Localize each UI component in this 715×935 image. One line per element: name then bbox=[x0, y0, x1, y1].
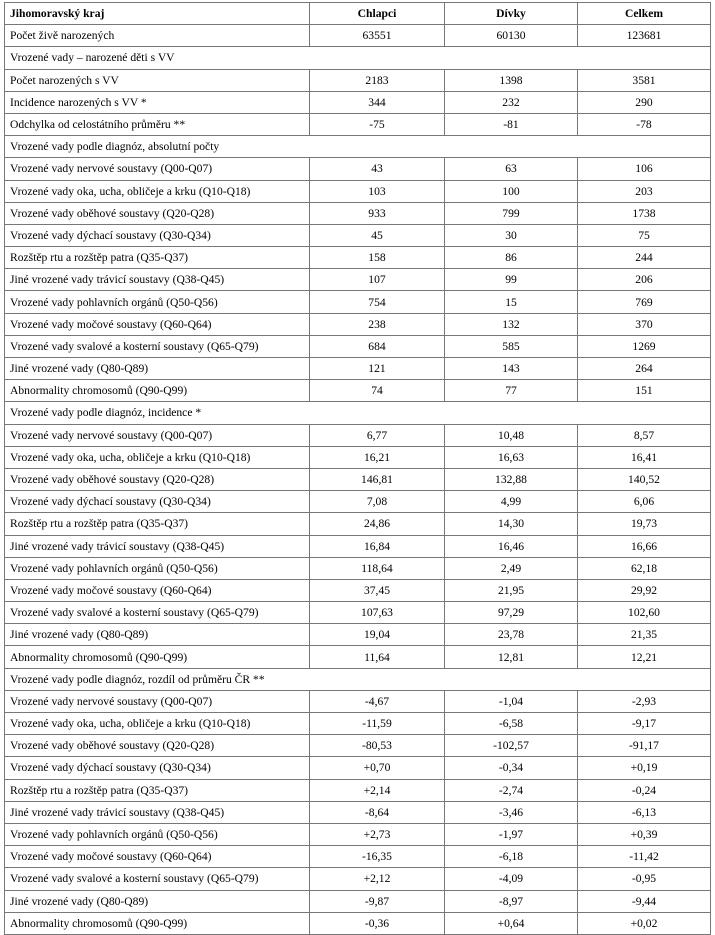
row-label: Vrozené vady močové soustavy (Q60-Q64) bbox=[5, 313, 310, 335]
section-heading: Vrozené vady podle diagnóz, rozdíl od průměru ČR ** bbox=[5, 668, 711, 690]
table-row bbox=[5, 757, 711, 779]
table-row bbox=[5, 557, 711, 579]
row-label: Abnormality chromosomů (Q90-Q99) bbox=[5, 646, 310, 668]
row-label: Vrozené vady oka, ucha, obličeje a krku (Q10-Q18) bbox=[5, 180, 310, 202]
section-heading: Vrozené vady podle diagnóz, incidence * bbox=[5, 402, 711, 424]
cell-total: 19,73 bbox=[578, 513, 711, 535]
cell-total: 244 bbox=[578, 247, 711, 269]
table-row bbox=[5, 468, 711, 490]
table-row bbox=[5, 313, 711, 335]
row-label: Vrozené vady dýchací soustavy (Q30-Q34) bbox=[5, 491, 310, 513]
table-row bbox=[5, 91, 711, 113]
table-row bbox=[5, 624, 711, 646]
row-label: Počet narozených s VV bbox=[5, 69, 310, 91]
row-label: Jiné vrozené vady trávicí soustavy (Q38-Q45) bbox=[5, 269, 310, 291]
cell-boys: 344 bbox=[310, 91, 445, 113]
cell-girls: -0,34 bbox=[445, 757, 578, 779]
table-row bbox=[5, 823, 711, 845]
cell-total: -91,17 bbox=[578, 735, 711, 757]
cell-boys: 107 bbox=[310, 269, 445, 291]
row-label: Vrozené vady oběhové soustavy (Q20-Q28) bbox=[5, 202, 310, 224]
cell-total: 1269 bbox=[578, 335, 711, 357]
cell-girls: 30 bbox=[445, 224, 578, 246]
cell-total: 16,66 bbox=[578, 535, 711, 557]
cell-girls: 2,49 bbox=[445, 557, 578, 579]
table-row bbox=[5, 69, 711, 91]
cell-total: -0,95 bbox=[578, 868, 711, 890]
header-region: Jihomoravský kraj bbox=[5, 3, 310, 25]
cell-girls: 14,30 bbox=[445, 513, 578, 535]
table-row bbox=[5, 180, 711, 202]
cell-girls: 86 bbox=[445, 247, 578, 269]
row-label: Odchylka od celostátního průměru ** bbox=[5, 113, 310, 135]
cell-boys: 37,45 bbox=[310, 579, 445, 601]
cell-boys: -8,64 bbox=[310, 801, 445, 823]
cell-girls: 97,29 bbox=[445, 602, 578, 624]
cell-total: 8,57 bbox=[578, 424, 711, 446]
table-row bbox=[5, 602, 711, 624]
cell-boys: +2,14 bbox=[310, 779, 445, 801]
row-label: Jiné vrozené vady trávicí soustavy (Q38-Q45) bbox=[5, 535, 310, 557]
cell-boys: 19,04 bbox=[310, 624, 445, 646]
cell-total: 6,06 bbox=[578, 491, 711, 513]
cell-total: -78 bbox=[578, 113, 711, 135]
cell-boys: 118,64 bbox=[310, 557, 445, 579]
cell-total: 290 bbox=[578, 91, 711, 113]
row-label: Rozštěp rtu a rozštěp patra (Q35-Q37) bbox=[5, 779, 310, 801]
cell-girls: 4,99 bbox=[445, 491, 578, 513]
row-label: Vrozené vady dýchací soustavy (Q30-Q34) bbox=[5, 757, 310, 779]
cell-boys: 43 bbox=[310, 158, 445, 180]
table-row bbox=[5, 646, 711, 668]
cell-total: 106 bbox=[578, 158, 711, 180]
cell-boys: -16,35 bbox=[310, 846, 445, 868]
table-container bbox=[4, 2, 711, 935]
cell-total: 62,18 bbox=[578, 557, 711, 579]
table-row bbox=[5, 779, 711, 801]
table-row bbox=[5, 424, 711, 446]
cell-girls: -1,97 bbox=[445, 823, 578, 845]
cell-girls: 232 bbox=[445, 91, 578, 113]
table-row bbox=[5, 513, 711, 535]
cell-total: +0,02 bbox=[578, 912, 711, 934]
cell-boys: -9,87 bbox=[310, 890, 445, 912]
row-label: Jiné vrozené vady (Q80-Q89) bbox=[5, 890, 310, 912]
row-label: Rozštěp rtu a rozštěp patra (Q35-Q37) bbox=[5, 513, 310, 535]
table-row bbox=[5, 446, 711, 468]
row-label: Vrozené vady svalové a kosterní soustavy (Q65-Q79) bbox=[5, 335, 310, 357]
cell-total: -11,42 bbox=[578, 846, 711, 868]
cell-boys: 121 bbox=[310, 358, 445, 380]
row-label: Vrozené vady oka, ucha, obličeje a krku (Q10-Q18) bbox=[5, 446, 310, 468]
table-row bbox=[5, 158, 711, 180]
cell-total: 29,92 bbox=[578, 579, 711, 601]
row-label: Vrozené vady nervové soustavy (Q00-Q07) bbox=[5, 158, 310, 180]
cell-girls: 585 bbox=[445, 335, 578, 357]
cell-total: -0,24 bbox=[578, 779, 711, 801]
table-row bbox=[5, 890, 711, 912]
cell-girls: 77 bbox=[445, 380, 578, 402]
cell-total: 140,52 bbox=[578, 468, 711, 490]
cell-boys: 16,21 bbox=[310, 446, 445, 468]
cell-girls: 63 bbox=[445, 158, 578, 180]
cell-girls: -6,18 bbox=[445, 846, 578, 868]
cell-boys: 754 bbox=[310, 291, 445, 313]
table-section-row bbox=[5, 668, 711, 690]
table-row bbox=[5, 25, 711, 47]
cell-total: 203 bbox=[578, 180, 711, 202]
table-row bbox=[5, 202, 711, 224]
cell-total: 16,41 bbox=[578, 446, 711, 468]
cell-boys: -11,59 bbox=[310, 713, 445, 735]
table-row bbox=[5, 247, 711, 269]
cell-boys: +2,73 bbox=[310, 823, 445, 845]
cell-girls: 143 bbox=[445, 358, 578, 380]
cell-total: 123681 bbox=[578, 25, 711, 47]
cell-girls: 12,81 bbox=[445, 646, 578, 668]
cell-girls: 99 bbox=[445, 269, 578, 291]
cell-total: 151 bbox=[578, 380, 711, 402]
cell-total: +0,39 bbox=[578, 823, 711, 845]
table-row bbox=[5, 113, 711, 135]
cell-boys: -75 bbox=[310, 113, 445, 135]
cell-boys: 16,84 bbox=[310, 535, 445, 557]
cell-girls: 1398 bbox=[445, 69, 578, 91]
row-label: Vrozené vady svalové a kosterní soustavy (Q65-Q79) bbox=[5, 602, 310, 624]
row-label: Vrozené vady nervové soustavy (Q00-Q07) bbox=[5, 690, 310, 712]
table-row bbox=[5, 291, 711, 313]
cell-girls: +0,64 bbox=[445, 912, 578, 934]
row-label: Vrozené vady oběhové soustavy (Q20-Q28) bbox=[5, 468, 310, 490]
cell-total: 1738 bbox=[578, 202, 711, 224]
cell-total: 264 bbox=[578, 358, 711, 380]
cell-boys: 238 bbox=[310, 313, 445, 335]
row-label: Vrozené vady dýchací soustavy (Q30-Q34) bbox=[5, 224, 310, 246]
cell-girls: 16,63 bbox=[445, 446, 578, 468]
cell-girls: -3,46 bbox=[445, 801, 578, 823]
table-section-row bbox=[5, 402, 711, 424]
table-row bbox=[5, 846, 711, 868]
cell-girls: 100 bbox=[445, 180, 578, 202]
cell-girls: -8,97 bbox=[445, 890, 578, 912]
cell-girls: -102,57 bbox=[445, 735, 578, 757]
row-label: Jiné vrozené vady (Q80-Q89) bbox=[5, 358, 310, 380]
cell-girls: -4,09 bbox=[445, 868, 578, 890]
cell-girls: -1,04 bbox=[445, 690, 578, 712]
cell-total: -6,13 bbox=[578, 801, 711, 823]
row-label: Vrozené vady pohlavních orgánů (Q50-Q56) bbox=[5, 291, 310, 313]
cell-total: 12,21 bbox=[578, 646, 711, 668]
table-section-row bbox=[5, 136, 711, 158]
cell-boys: 7,08 bbox=[310, 491, 445, 513]
table-row bbox=[5, 269, 711, 291]
cell-girls: 799 bbox=[445, 202, 578, 224]
table-row bbox=[5, 358, 711, 380]
cell-boys: 45 bbox=[310, 224, 445, 246]
row-label: Vrozené vady močové soustavy (Q60-Q64) bbox=[5, 579, 310, 601]
header-girls: Dívky bbox=[445, 3, 578, 25]
cell-boys: +2,12 bbox=[310, 868, 445, 890]
cell-total: -2,93 bbox=[578, 690, 711, 712]
cell-girls: 10,48 bbox=[445, 424, 578, 446]
cell-boys: -0,36 bbox=[310, 912, 445, 934]
cell-total: 370 bbox=[578, 313, 711, 335]
row-label: Vrozené vady oběhové soustavy (Q20-Q28) bbox=[5, 735, 310, 757]
table-row bbox=[5, 713, 711, 735]
cell-boys: 11,64 bbox=[310, 646, 445, 668]
table-row bbox=[5, 224, 711, 246]
cell-boys: 103 bbox=[310, 180, 445, 202]
row-label: Rozštěp rtu a rozštěp patra (Q35-Q37) bbox=[5, 247, 310, 269]
cell-boys: 107,63 bbox=[310, 602, 445, 624]
row-label: Vrozené vady oka, ucha, obličeje a krku (Q10-Q18) bbox=[5, 713, 310, 735]
cell-girls: 132,88 bbox=[445, 468, 578, 490]
table-row bbox=[5, 380, 711, 402]
cell-boys: 74 bbox=[310, 380, 445, 402]
cell-girls: -6,58 bbox=[445, 713, 578, 735]
table-row bbox=[5, 491, 711, 513]
cell-boys: 6,77 bbox=[310, 424, 445, 446]
row-label: Jiné vrozené vady trávicí soustavy (Q38-Q45) bbox=[5, 801, 310, 823]
table-row bbox=[5, 335, 711, 357]
table-row bbox=[5, 801, 711, 823]
cell-boys: +0,70 bbox=[310, 757, 445, 779]
cell-total: -9,17 bbox=[578, 713, 711, 735]
cell-boys: 684 bbox=[310, 335, 445, 357]
cell-boys: 933 bbox=[310, 202, 445, 224]
cell-girls: 21,95 bbox=[445, 579, 578, 601]
table-row bbox=[5, 912, 711, 934]
row-label: Počet živě narozených bbox=[5, 25, 310, 47]
cell-girls: 23,78 bbox=[445, 624, 578, 646]
cell-total: 102,60 bbox=[578, 602, 711, 624]
cell-girls: -81 bbox=[445, 113, 578, 135]
cell-girls: 15 bbox=[445, 291, 578, 313]
cell-girls: 60130 bbox=[445, 25, 578, 47]
table-row bbox=[5, 735, 711, 757]
table-row bbox=[5, 579, 711, 601]
row-label: Incidence narozených s VV * bbox=[5, 91, 310, 113]
cell-boys: 24,86 bbox=[310, 513, 445, 535]
row-label: Vrozené vady svalové a kosterní soustavy (Q65-Q79) bbox=[5, 868, 310, 890]
section-heading: Vrozené vady – narozené děti s VV bbox=[5, 47, 711, 69]
congenital-defects-table bbox=[4, 2, 711, 935]
cell-boys: -4,67 bbox=[310, 690, 445, 712]
cell-total: 769 bbox=[578, 291, 711, 313]
cell-total: 3581 bbox=[578, 69, 711, 91]
table-header-row bbox=[5, 3, 711, 25]
cell-boys: 2183 bbox=[310, 69, 445, 91]
row-label: Vrozené vady močové soustavy (Q60-Q64) bbox=[5, 846, 310, 868]
cell-boys: 158 bbox=[310, 247, 445, 269]
table-row bbox=[5, 868, 711, 890]
row-label: Vrozené vady pohlavních orgánů (Q50-Q56) bbox=[5, 823, 310, 845]
table-section-row bbox=[5, 47, 711, 69]
cell-girls: -2,74 bbox=[445, 779, 578, 801]
section-heading: Vrozené vady podle diagnóz, absolutní počty bbox=[5, 136, 711, 158]
table-body bbox=[5, 25, 711, 935]
row-label: Abnormality chromosomů (Q90-Q99) bbox=[5, 380, 310, 402]
row-label: Abnormality chromosomů (Q90-Q99) bbox=[5, 912, 310, 934]
header-boys: Chlapci bbox=[310, 3, 445, 25]
cell-boys: -80,53 bbox=[310, 735, 445, 757]
table-row bbox=[5, 535, 711, 557]
row-label: Vrozené vady pohlavních orgánů (Q50-Q56) bbox=[5, 557, 310, 579]
table-row bbox=[5, 690, 711, 712]
cell-girls: 132 bbox=[445, 313, 578, 335]
row-label: Vrozené vady nervové soustavy (Q00-Q07) bbox=[5, 424, 310, 446]
cell-total: 75 bbox=[578, 224, 711, 246]
cell-girls: 16,46 bbox=[445, 535, 578, 557]
cell-boys: 146,81 bbox=[310, 468, 445, 490]
cell-total: 206 bbox=[578, 269, 711, 291]
cell-boys: 63551 bbox=[310, 25, 445, 47]
cell-total: +0,19 bbox=[578, 757, 711, 779]
cell-total: -9,44 bbox=[578, 890, 711, 912]
row-label: Jiné vrozené vady (Q80-Q89) bbox=[5, 624, 310, 646]
header-total: Celkem bbox=[578, 3, 711, 25]
cell-total: 21,35 bbox=[578, 624, 711, 646]
